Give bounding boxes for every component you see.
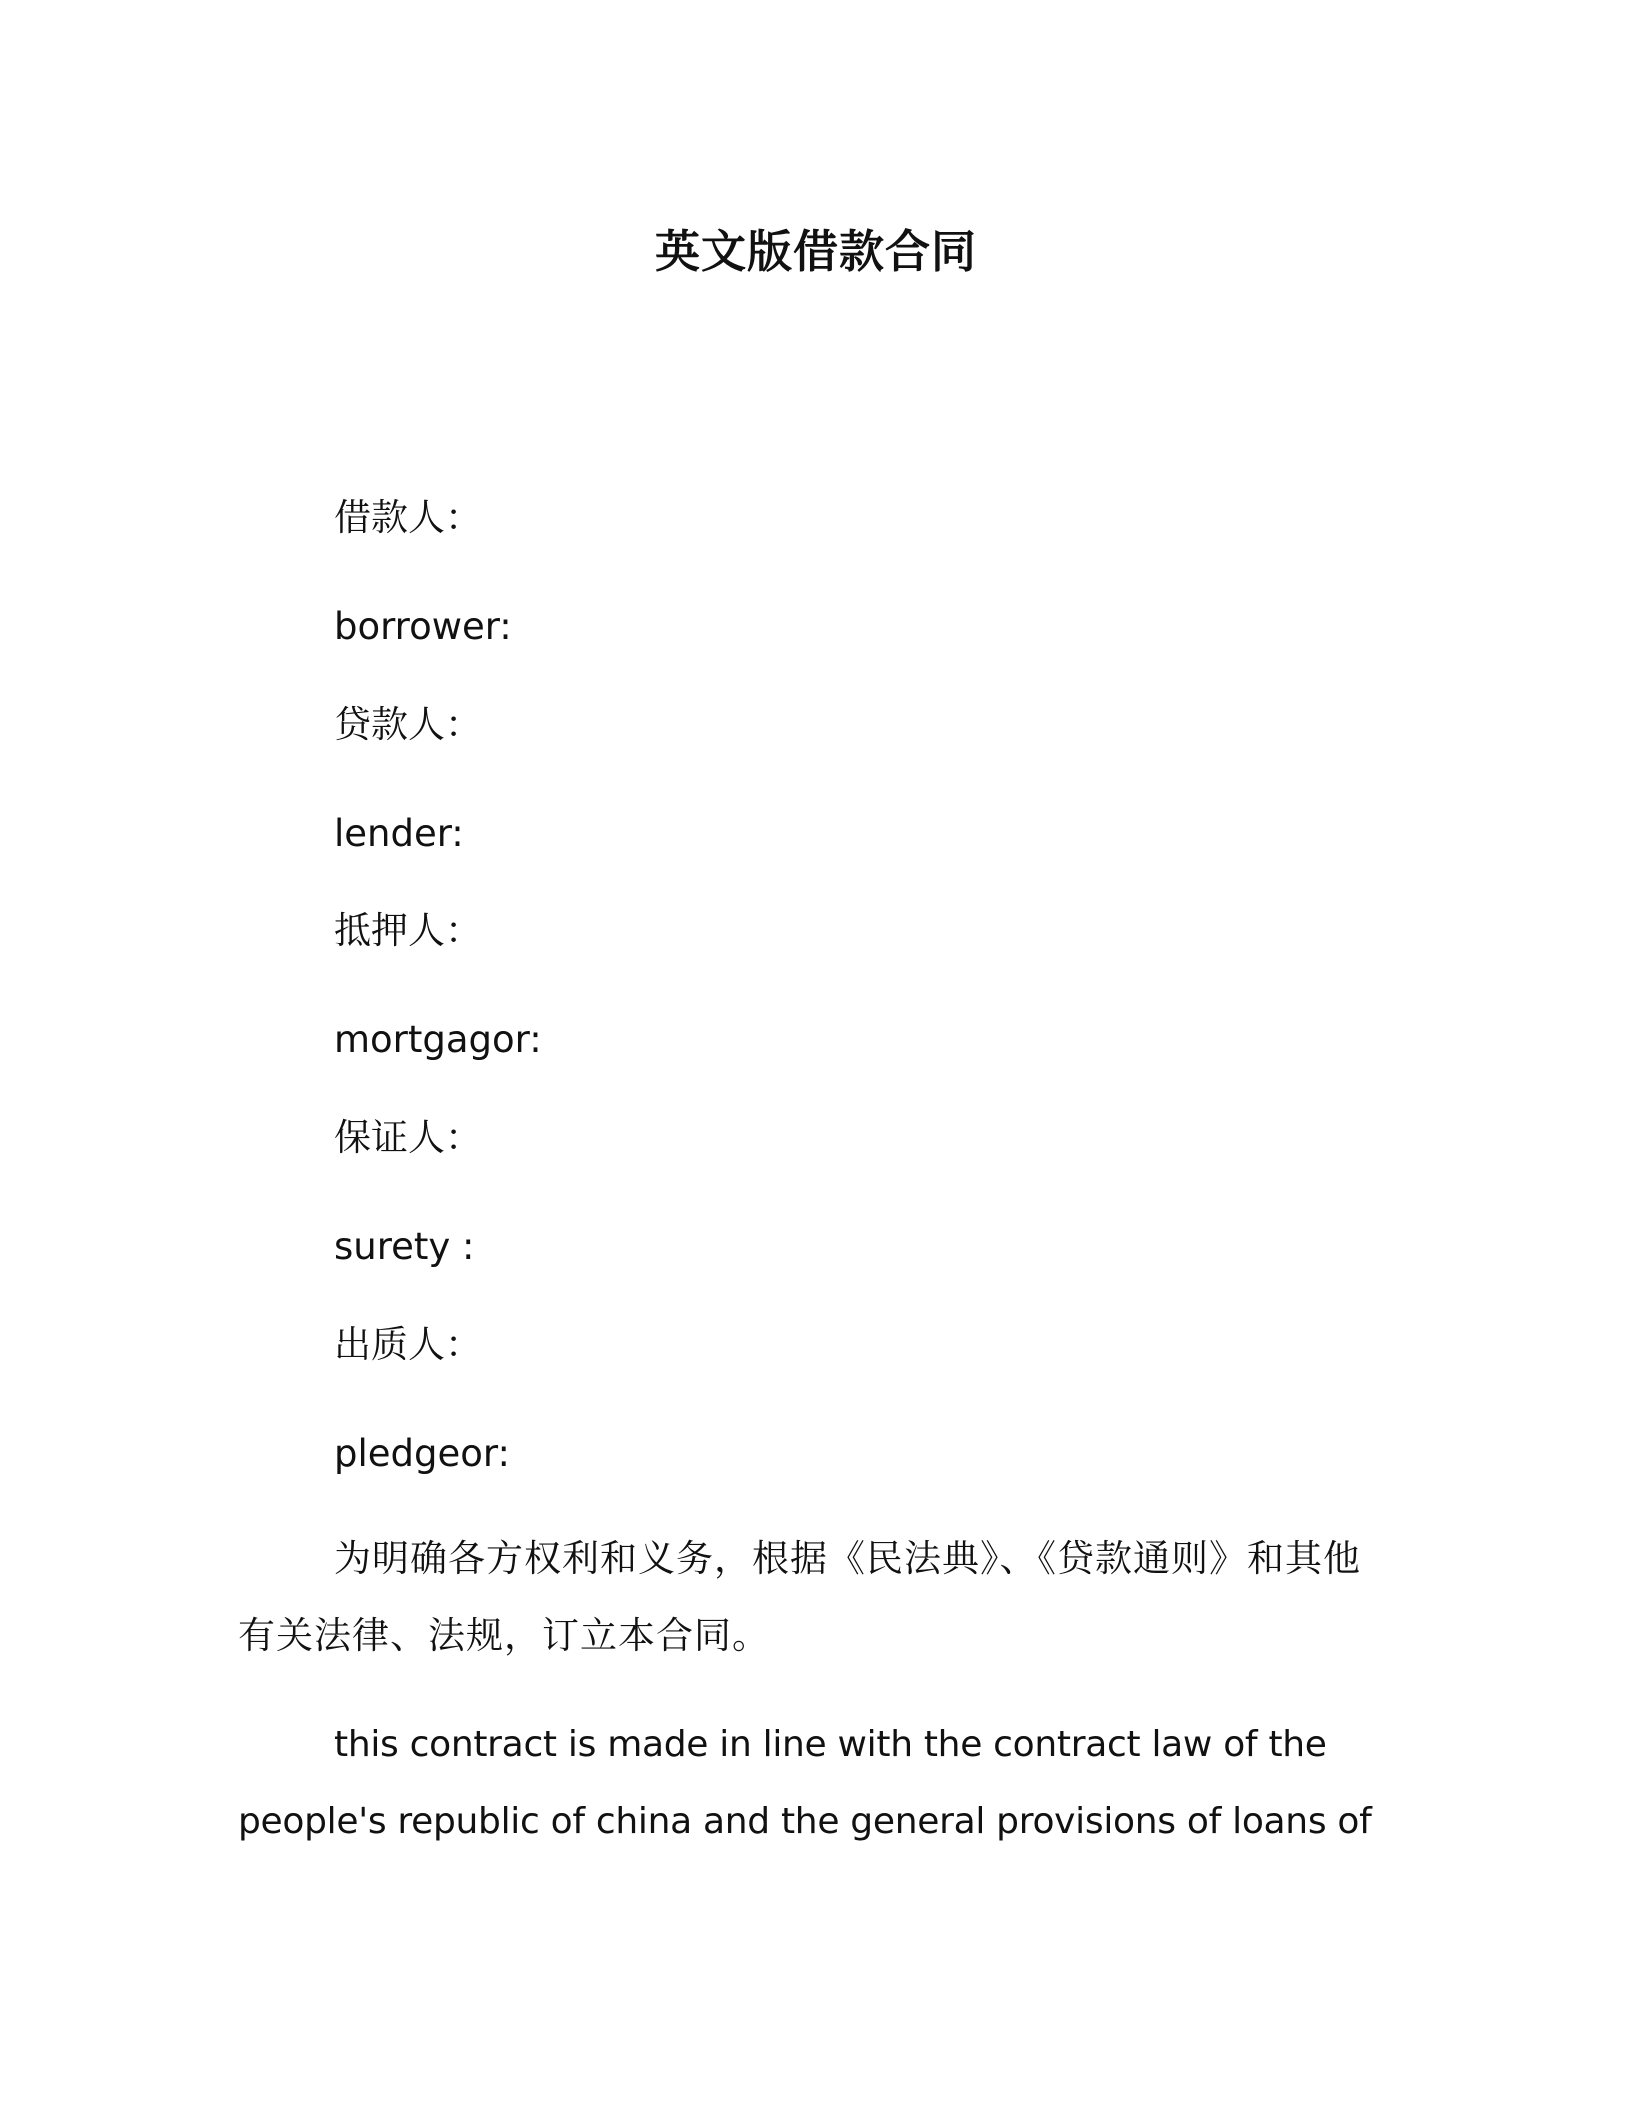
preamble-english: this contract is made in line with the contract law of the people's republic of china and the general provisions of loans of: [238, 1724, 1372, 1842]
party-label-pledgeor-en: pledgeor:: [334, 1432, 510, 1475]
preamble-chinese: 为明确各方权利和义务，根据《民法典》、《贷款通则》和其他有关法律、法规，订立本合同。: [238, 1537, 1361, 1657]
party-label-surety-en: surety :: [334, 1225, 475, 1268]
party-label-lender-en: lender:: [334, 812, 464, 855]
party-label-lender-cn: 贷款人：: [334, 703, 482, 746]
party-label-pledgeor-cn: 出质人：: [334, 1323, 482, 1366]
party-label-surety-cn: 保证人：: [334, 1116, 482, 1159]
party-label-borrower-cn: 借款人：: [334, 496, 482, 539]
party-label-mortgagor-cn: 抵押人：: [334, 909, 482, 952]
party-label-mortgagor-en: mortgagor:: [334, 1018, 542, 1061]
document-title: 英文版借款合同: [654, 225, 977, 278]
party-label-borrower-en: borrower:: [334, 605, 512, 648]
